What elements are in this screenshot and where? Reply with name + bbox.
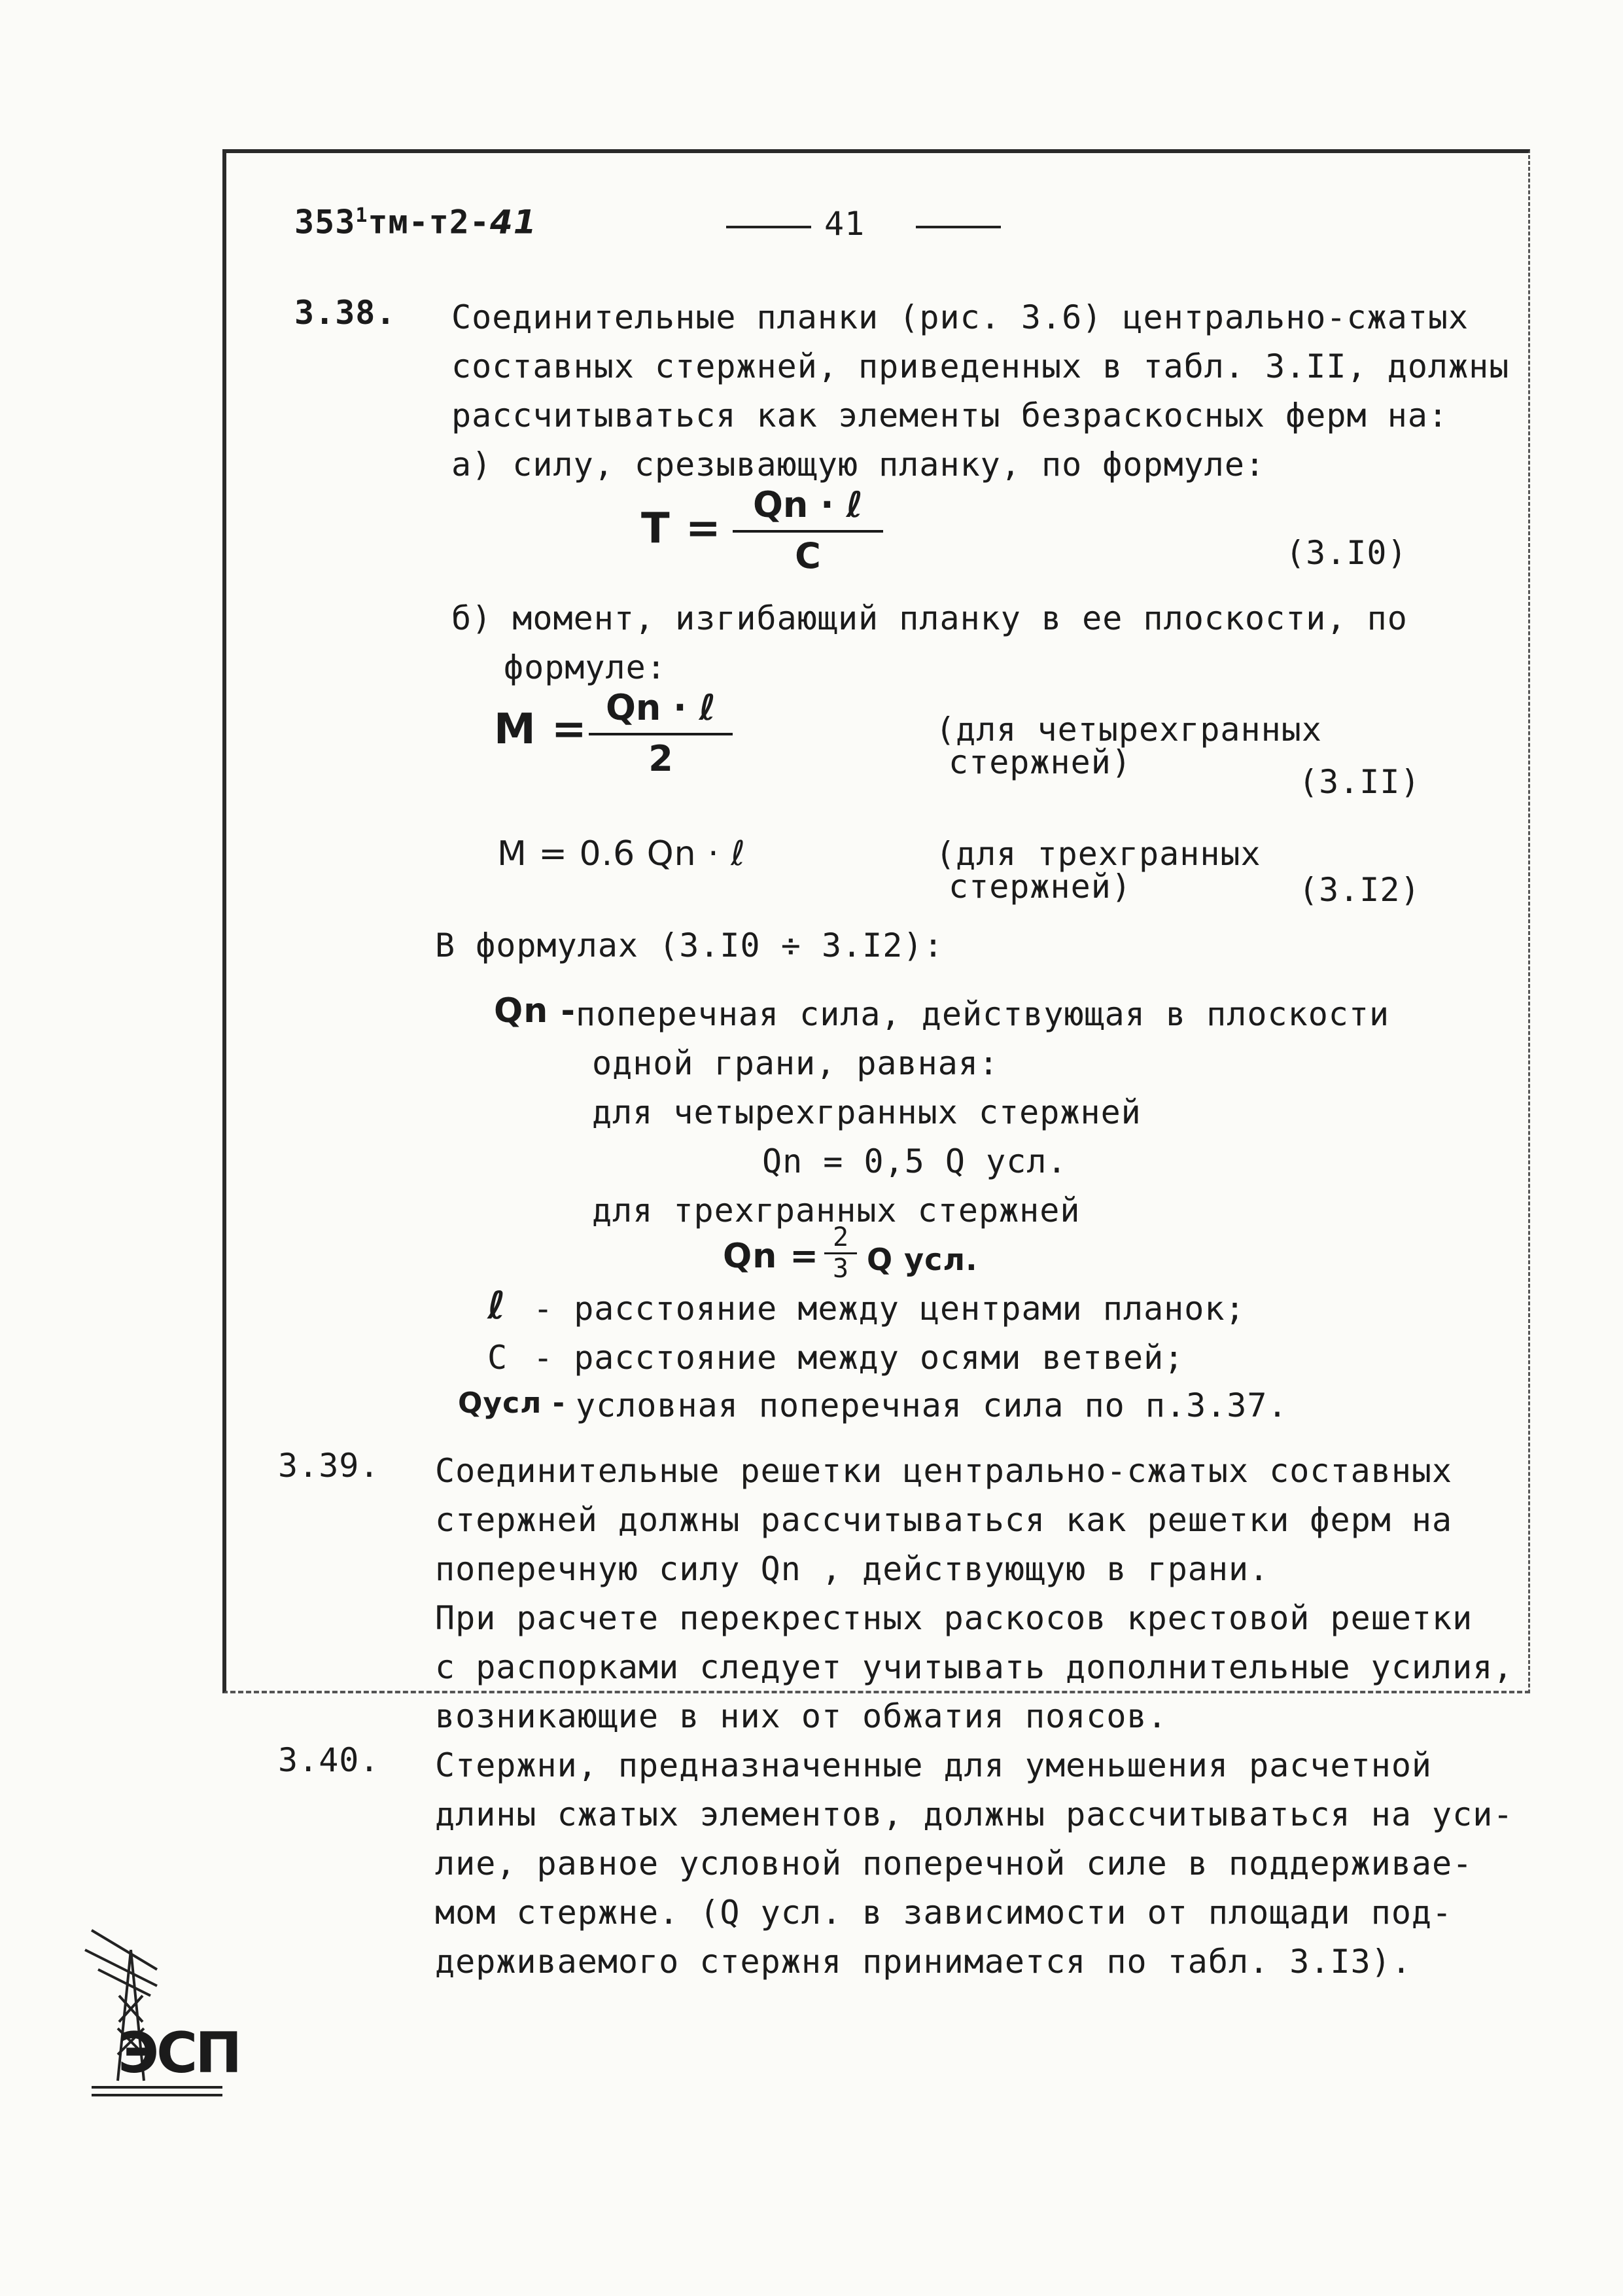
four-face-formula: Qn = 0,5 Q усл. bbox=[762, 1142, 1068, 1180]
logo-text: ЭСП bbox=[118, 2021, 240, 2086]
formula-310-bar bbox=[733, 530, 883, 533]
three-face-lhs: Qn = bbox=[723, 1237, 819, 1276]
formula-310-lhs: T = bbox=[641, 504, 722, 553]
s338-line-3: рассчитываться как элементы безраскосных ферм на: bbox=[451, 397, 1449, 434]
s340-line-1: Стержни, предназначенные для уменьшения расчетной bbox=[435, 1746, 1433, 1784]
formula-311-bar bbox=[589, 733, 733, 735]
s338-line-1: Соединительные планки (рис. 3.6) центрально-сжатых bbox=[451, 298, 1469, 336]
page-number: 41 bbox=[824, 205, 865, 243]
section-number-339: 3.39. bbox=[278, 1447, 380, 1485]
formula-311-lhs: M = bbox=[494, 705, 587, 754]
three-face-numerator: 2 bbox=[832, 1222, 849, 1252]
formula-311-label: (3.II) bbox=[1299, 763, 1421, 801]
qn-definition-2: одной грани, равная: bbox=[592, 1044, 1000, 1082]
s339-line-4: При расчете перекрестных раскосов крестовой решетки bbox=[435, 1599, 1473, 1637]
formula-311-note-2: стержней) bbox=[949, 743, 1132, 781]
c-symbol: C bbox=[487, 1339, 508, 1377]
formula-310-numerator: Qn · ℓ bbox=[753, 484, 863, 525]
s339-line-3: поперечную силу Qn , действующую в грани. bbox=[435, 1550, 1270, 1588]
four-face-label: для четырехгранных стержней bbox=[592, 1093, 1142, 1131]
s338-line-2: составных стержней, приведенных в табл. 3.II, должны bbox=[451, 347, 1510, 385]
formula-311-denominator: 2 bbox=[648, 738, 673, 779]
qusl-definition: условная поперечная сила по п.3.37. bbox=[576, 1386, 1288, 1424]
qusl-symbol: Qусл - bbox=[458, 1386, 565, 1420]
section-number-340: 3.40. bbox=[278, 1741, 380, 1779]
esp-logo bbox=[79, 1924, 240, 2116]
s338-item-b: б) момент, изгибающий планку в ее плоскости, по bbox=[451, 599, 1408, 637]
page-number-dash-left bbox=[726, 226, 811, 228]
formula-312-note-2: стержней) bbox=[949, 868, 1132, 906]
s338-item-a: а) силу, срезывающую планку, по формуле: bbox=[451, 446, 1266, 484]
formula-312-label: (3.I2) bbox=[1299, 871, 1421, 909]
three-face-label: для трехгранных стержней bbox=[592, 1192, 1081, 1229]
page-number-dash-right bbox=[916, 226, 1001, 228]
formula-311-numerator: Qn · ℓ bbox=[606, 687, 716, 728]
formula-310-denominator: C bbox=[795, 535, 821, 576]
s338-item-b-cont: формуле: bbox=[504, 648, 667, 686]
in-formulas-intro: В формулах (3.I0 ÷ 3.I2): bbox=[435, 927, 944, 964]
s340-line-2: длины сжатых элементов, должны рассчитываться на уси- bbox=[435, 1795, 1514, 1833]
formula-312-expr: M = 0.6 Qn · ℓ bbox=[497, 834, 746, 874]
s339-line-6: возникающие в них от обжатия поясов. bbox=[435, 1697, 1168, 1735]
s339-line-2: стержней должны рассчитываться как решетки ферм на bbox=[435, 1501, 1453, 1539]
l-definition: - расстояние между центрами планок; bbox=[533, 1290, 1246, 1328]
qn-symbol: Qn - bbox=[494, 991, 576, 1031]
s339-line-1: Соединительные решетки центрально-сжатых составных bbox=[435, 1452, 1453, 1490]
s339-line-5: с распорками следует учитывать дополнительные усилия, bbox=[435, 1648, 1514, 1686]
doc-code: $353^1тм-т2-41$ bbox=[294, 203, 537, 241]
three-face-denominator: 3 bbox=[832, 1254, 849, 1284]
s340-line-4: мом стержне. (Q усл. в зависимости от площади под- bbox=[435, 1894, 1453, 1932]
qn-definition-1: поперечная сила, действующая в плоскости bbox=[576, 995, 1390, 1033]
l-symbol: ℓ bbox=[487, 1283, 506, 1328]
c-definition: - расстояние между осями ветвей; bbox=[533, 1339, 1185, 1377]
formula-311-note-1: (для четырехгранных bbox=[935, 711, 1322, 749]
formula-312-note-1: (для трехгранных bbox=[935, 835, 1261, 873]
s340-line-5: держиваемого стержня принимается по табл. 3.I3). bbox=[435, 1943, 1412, 1981]
formula-310-label: (3.I0) bbox=[1285, 534, 1408, 572]
three-face-rhs: Q усл. bbox=[867, 1242, 978, 1277]
section-number-338: 3.38. bbox=[294, 294, 396, 332]
s340-line-3: лие, равное условной поперечной силе в поддерживае- bbox=[435, 1845, 1473, 1882]
